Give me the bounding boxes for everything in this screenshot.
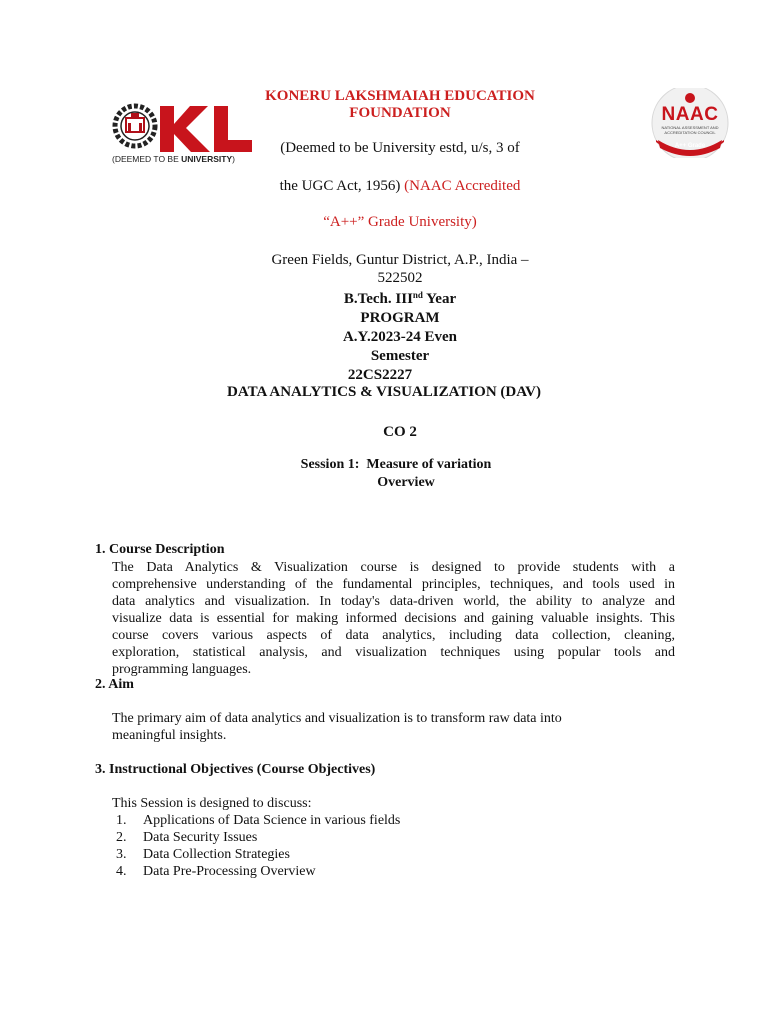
org-name-line1: KONERU LAKSHMAIAH EDUCATION: [265, 88, 535, 104]
section-aim-title: 2. Aim: [95, 677, 134, 692]
objective-text: Data Collection Strategies: [143, 847, 290, 862]
kl-university-logo: [112, 98, 258, 166]
course-description-line: visualize data is essential for making informed decisions and gaining valuable insights. This: [112, 611, 675, 626]
naac-title: NAAC: [661, 104, 719, 125]
objective-text: Data Security Issues: [143, 830, 258, 845]
course-description-line: The Data Analytics & Visualization course is designed to provide students with a: [112, 560, 675, 575]
kl-tagline-university: UNIVERSITY: [181, 154, 233, 164]
course-description-line: exploration, statistical analysis, and visualization techniques using popular tools and: [112, 645, 675, 660]
objective-number: 3.: [116, 847, 127, 862]
course-description-line: programming languages.: [112, 662, 252, 677]
naac-subtitle: [654, 125, 726, 135]
objective-text: Applications of Data Science in various fields: [143, 813, 401, 828]
objective-number: 2.: [116, 830, 127, 845]
session-title: Session 1: Measure of variation: [300, 457, 492, 472]
naac-grade: A++ Grade: [674, 143, 706, 149]
naac-subtitle-line1: NATIONAL ASSESSMENT AND: [661, 125, 719, 130]
ugc-act-text: the UGC Act, 1956): [279, 178, 405, 194]
org-name-line2: FOUNDATION: [349, 105, 451, 121]
objective-number: 4.: [116, 864, 127, 879]
kl-tagline: [112, 154, 258, 164]
aim-line: The primary aim of data analytics and visualization is to transform raw data into: [112, 711, 562, 726]
year-line: [200, 290, 600, 308]
year-superscript: nd: [412, 290, 423, 300]
overview-label: Overview: [377, 475, 435, 490]
address-line: Green Fields, Guntur District, A.P., India – 522502: [271, 252, 529, 286]
naac-logo: [650, 88, 730, 158]
year-prefix: B.Tech. III: [343, 291, 413, 307]
naac-accredited-text: (NAAC Accredited: [404, 178, 521, 194]
section-course-description-title: 1. Course Description: [95, 542, 225, 557]
objective-number: 1.: [116, 813, 127, 828]
semester-line: Semester: [370, 348, 430, 364]
objective-item: [116, 846, 290, 863]
course-description-line: comprehensive understanding of the fundamental principles, techniques, and tools used in: [112, 577, 675, 592]
course-code: 22CS2227: [347, 367, 413, 383]
course-description-line: data analytics and visualization. In today's data-driven world, the ability to analyze and: [112, 594, 675, 609]
program-line: PROGRAM: [360, 310, 440, 326]
academic-year-line: A.Y.2023-24 Even: [342, 329, 458, 345]
naac-subtitle-line2: ACCREDITATION COUNCIL: [664, 130, 716, 135]
kl-tagline-suffix: ): [232, 154, 235, 164]
course-name: DATA ANALYTICS & VISUALIZATION (DAV): [227, 384, 541, 400]
objectives-intro: This Session is designed to discuss:: [112, 796, 312, 811]
ugc-act-line: [250, 177, 550, 195]
objective-item: [116, 829, 257, 846]
co-label: CO 2: [383, 424, 417, 440]
course-description-line: course covers various aspects of data analytics, including data collection, cleaning,: [112, 628, 675, 643]
year-suffix: Year: [422, 291, 457, 307]
section-objectives-title: 3. Instructional Objectives (Course Objectives): [95, 762, 376, 777]
objective-item: [116, 863, 316, 880]
objective-item: [116, 812, 400, 829]
kl-tagline-prefix: (DEEMED TO BE: [112, 154, 182, 164]
course-description-body: [112, 559, 675, 678]
grade-university-line: “A++” Grade University): [323, 214, 477, 230]
deemed-university-line: (Deemed to be University estd, u/s, 3 of: [280, 140, 520, 156]
aim-body: [112, 710, 675, 744]
aim-line: meaningful insights.: [112, 728, 227, 743]
objective-text: Data Pre-Processing Overview: [143, 864, 316, 879]
